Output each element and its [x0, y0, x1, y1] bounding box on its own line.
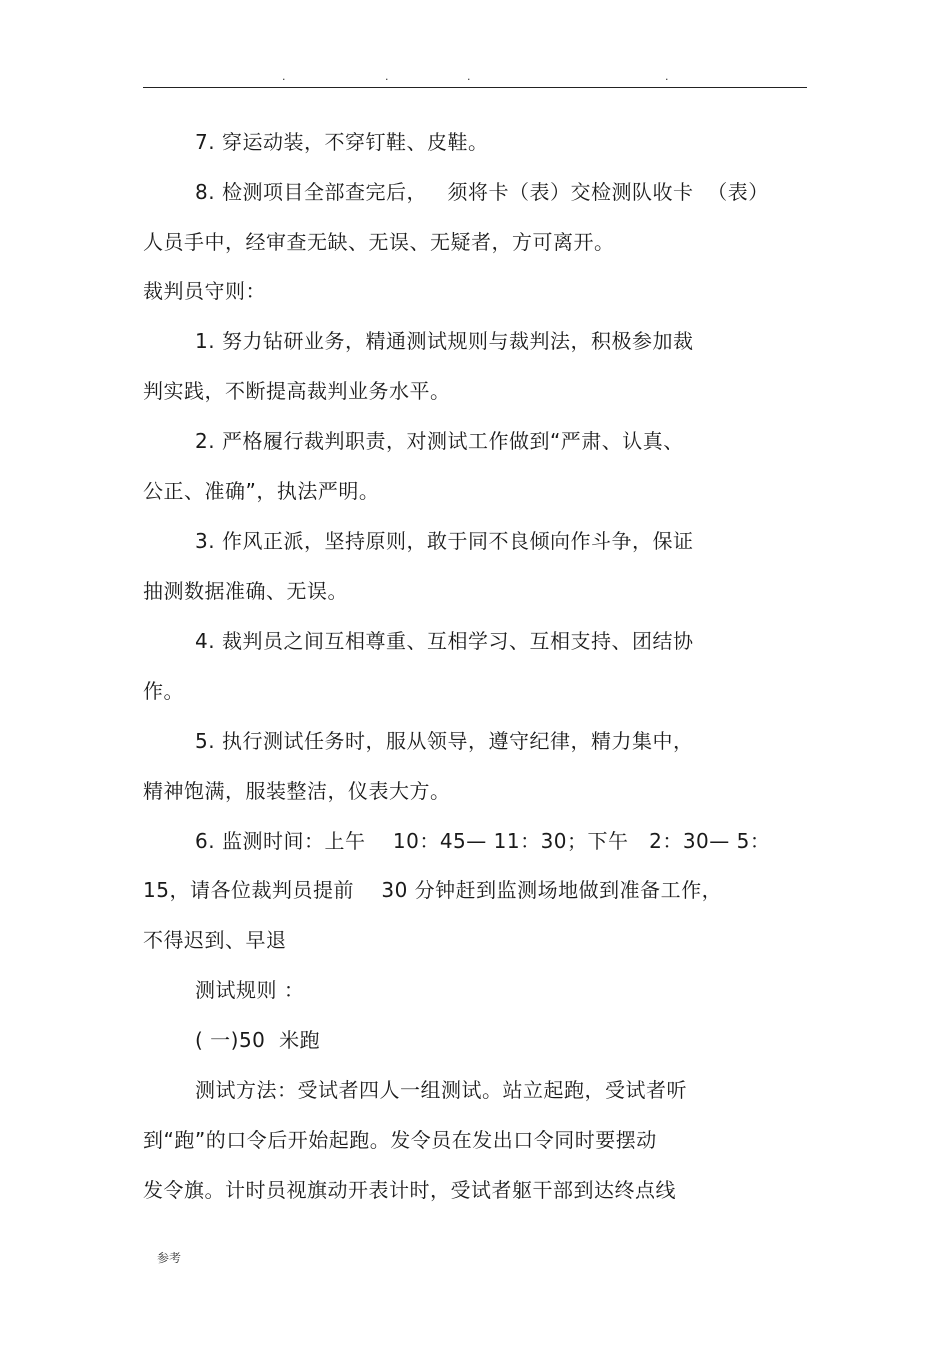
rule-item-7: 7. 穿运动装，不穿钉鞋、皮鞋。 [195, 130, 489, 154]
header-dot: . [665, 70, 669, 83]
test-method-paragraph: 测试方法：受试者四人一组测试。站立起跑，受试者听 [195, 1078, 687, 1102]
test-method-paragraph-end: 发令旗。计时员视旗动开表计时，受试者躯干部到达终点线 [143, 1178, 676, 1202]
header-dot: . [282, 70, 286, 83]
section-heading-test-rules: 测试规则 ： [195, 978, 305, 1002]
referee-rule-1-continued: 判实践，不断提高裁判业务水平。 [143, 379, 451, 403]
footer-label: 参考 [157, 1251, 182, 1265]
referee-rule-4-continued: 作。 [143, 679, 184, 703]
referee-rule-1: 1. 努力钻研业务，精通测试规则与裁判法，积极参加裁 [195, 329, 694, 353]
rule-item-8: 8. 检测项目全部查完后， 须将卡（表）交检测队收卡 （表） [195, 180, 769, 204]
header-dot: . [385, 70, 389, 83]
referee-rule-2-continued: 公正、准确”，执法严明。 [143, 479, 380, 503]
section-heading-referee-rules: 裁判员守则： [143, 279, 266, 303]
subsection-heading-50m-run: ( 一)50 米跑 [195, 1028, 321, 1052]
header-rule [143, 87, 807, 88]
referee-rule-3: 3. 作风正派，坚持原则，敢于同不良倾向作斗争，保证 [195, 529, 694, 553]
test-method-paragraph-continued: 到“跑”的口令后开始起跑。发令员在发出口令同时要摆动 [143, 1128, 657, 1152]
header-dot: . [467, 70, 471, 83]
referee-rule-6: 6. 监测时间：上午 10：45— 11：30；下午 2：30— 5： [195, 829, 771, 853]
referee-rule-6-end: 不得迟到、早退 [143, 928, 287, 952]
referee-rule-2: 2. 严格履行裁判职责，对测试工作做到“严肃、认真、 [195, 429, 684, 453]
referee-rule-3-continued: 抽测数据准确、无误。 [143, 579, 348, 603]
referee-rule-6-continued: 15，请各位裁判员提前 30 分钟赶到监测场地做到准备工作， [143, 878, 723, 902]
referee-rule-5-continued: 精神饱满，服装整洁，仪表大方。 [143, 779, 451, 803]
rule-item-8-continued: 人员手中，经审查无缺、无误、无疑者，方可离开。 [143, 230, 615, 254]
referee-rule-4: 4. 裁判员之间互相尊重、互相学习、互相支持、团结协 [195, 629, 694, 653]
referee-rule-5: 5. 执行测试任务时，服从领导，遵守纪律，精力集中， [195, 729, 694, 753]
header-dots [143, 70, 807, 84]
